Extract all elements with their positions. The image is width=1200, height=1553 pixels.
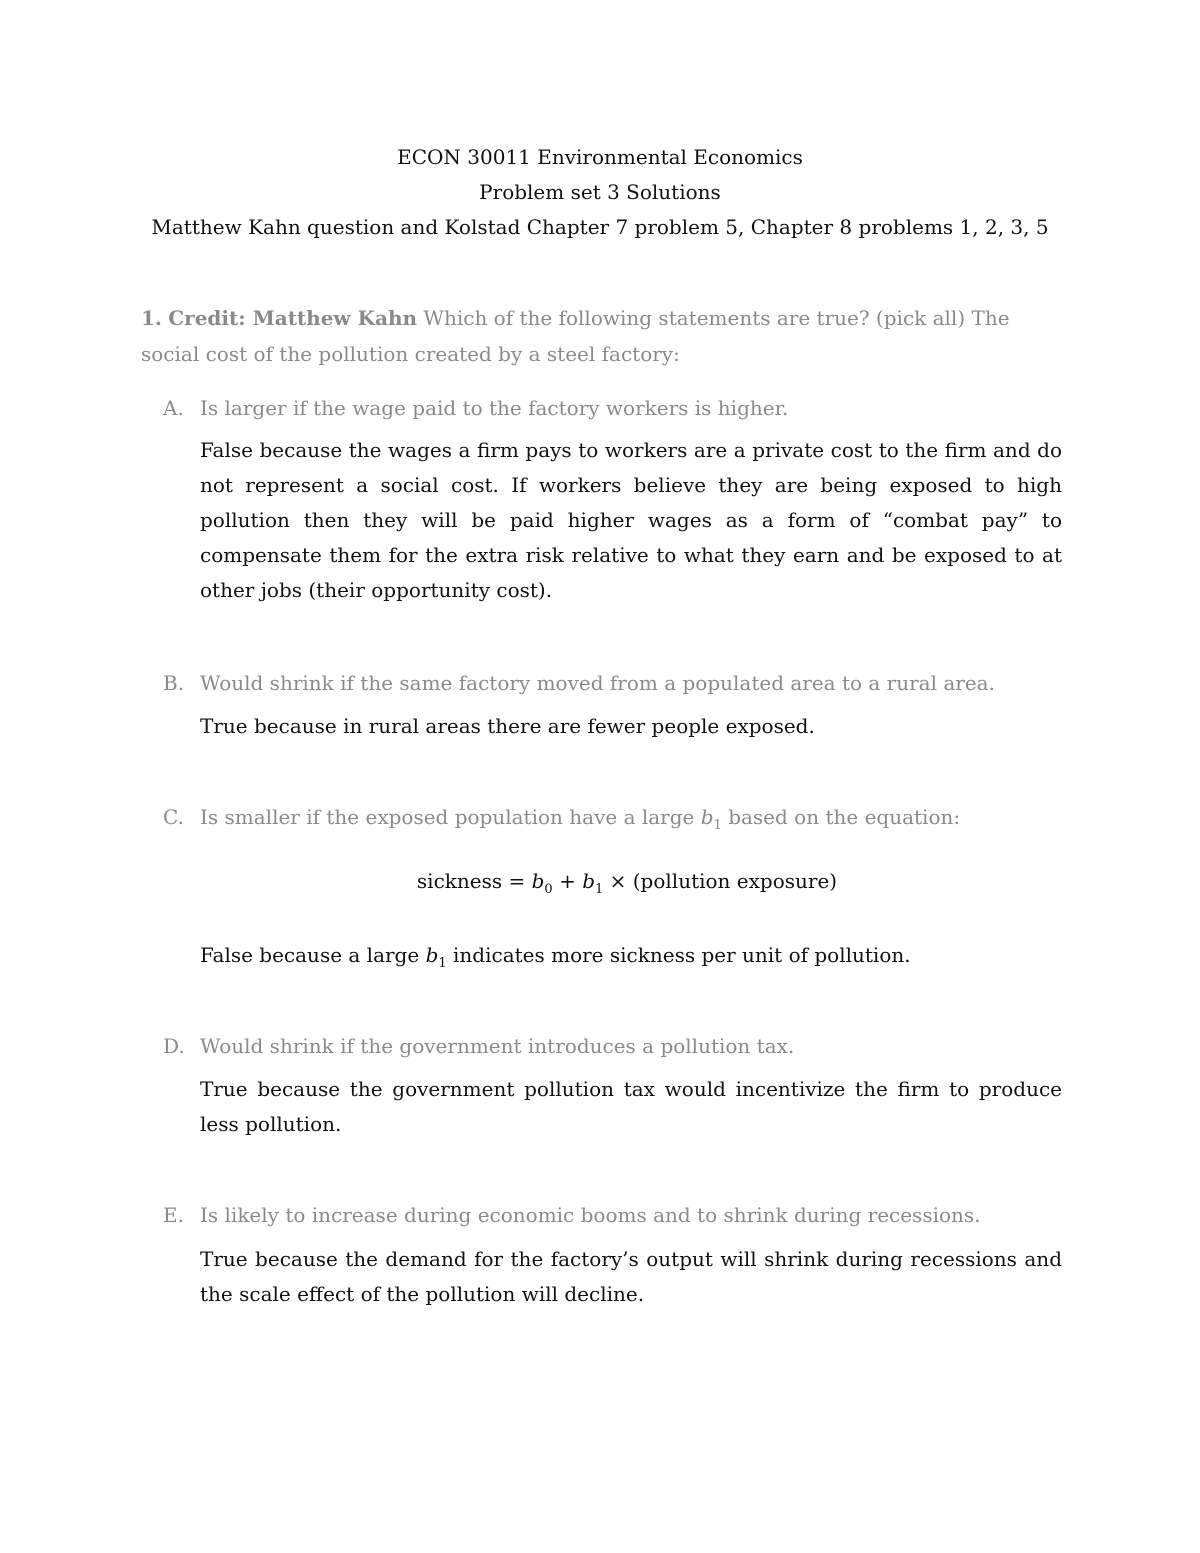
question-prompt: Which of the following statements are true? (pick all) The social cost of the pollution created by a steel factory: [141,306,1010,366]
item-question: Is larger if the wage paid to the factory workers is higher. [200,396,789,420]
sickness-equation: sickness = $b_0 + b_1$ × (pollution exposure) [416,869,838,897]
question-credit: Credit: Matthew Kahn [168,306,418,330]
document-title: ECON 30011 Environmental Economics [397,145,803,169]
item-question: Would shrink if the same factory moved from a populated area to a rural area. [200,671,995,695]
item-question: Is likely to increase during economic booms and to shrink during recessions. [200,1203,981,1227]
item-a-answer: False because the wages a firm pays to workers are a private cost to the firm and do not represent a social cost. If workers believe they are being exposed to high pollution then they will be paid higher wages as a form of “combat pay” to compensate them for the extra risk relative to what they earn and be exposed to at other jobs (their opportunity cost). [200,438,1062,602]
question-number: 1. [141,306,162,330]
item-label: A. [163,396,184,420]
item-label: C. [163,805,184,829]
item-label: B. [163,671,185,695]
item-b-answer: True because in rural areas there are fewer people exposed. [200,714,815,738]
document-credit-line: Matthew Kahn question and Kolstad Chapter 7 problem 5, Chapter 8 problems 1, 2, 3, 5 [151,215,1049,239]
item-question: Would shrink if the government introduces a pollution tax. [200,1034,795,1058]
item-d-answer: True because the government pollution tax would incentivize the firm to produce less pollution. [200,1077,1062,1136]
document-subtitle: Problem set 3 Solutions [479,180,721,204]
item-label: E. [163,1203,184,1227]
item-c-answer: False because a large $b_1$ indicates more sickness per unit of pollution. [200,943,911,971]
item-e-answer: True because the demand for the factory’s output will shrink during recessions and the scale effect of the pollution will decline. [200,1247,1062,1306]
item-label: D. [163,1034,185,1058]
item-question: Is smaller if the exposed population have a large $b_1$ based on the equation: [200,805,961,833]
question-1-intro [141,300,1061,372]
